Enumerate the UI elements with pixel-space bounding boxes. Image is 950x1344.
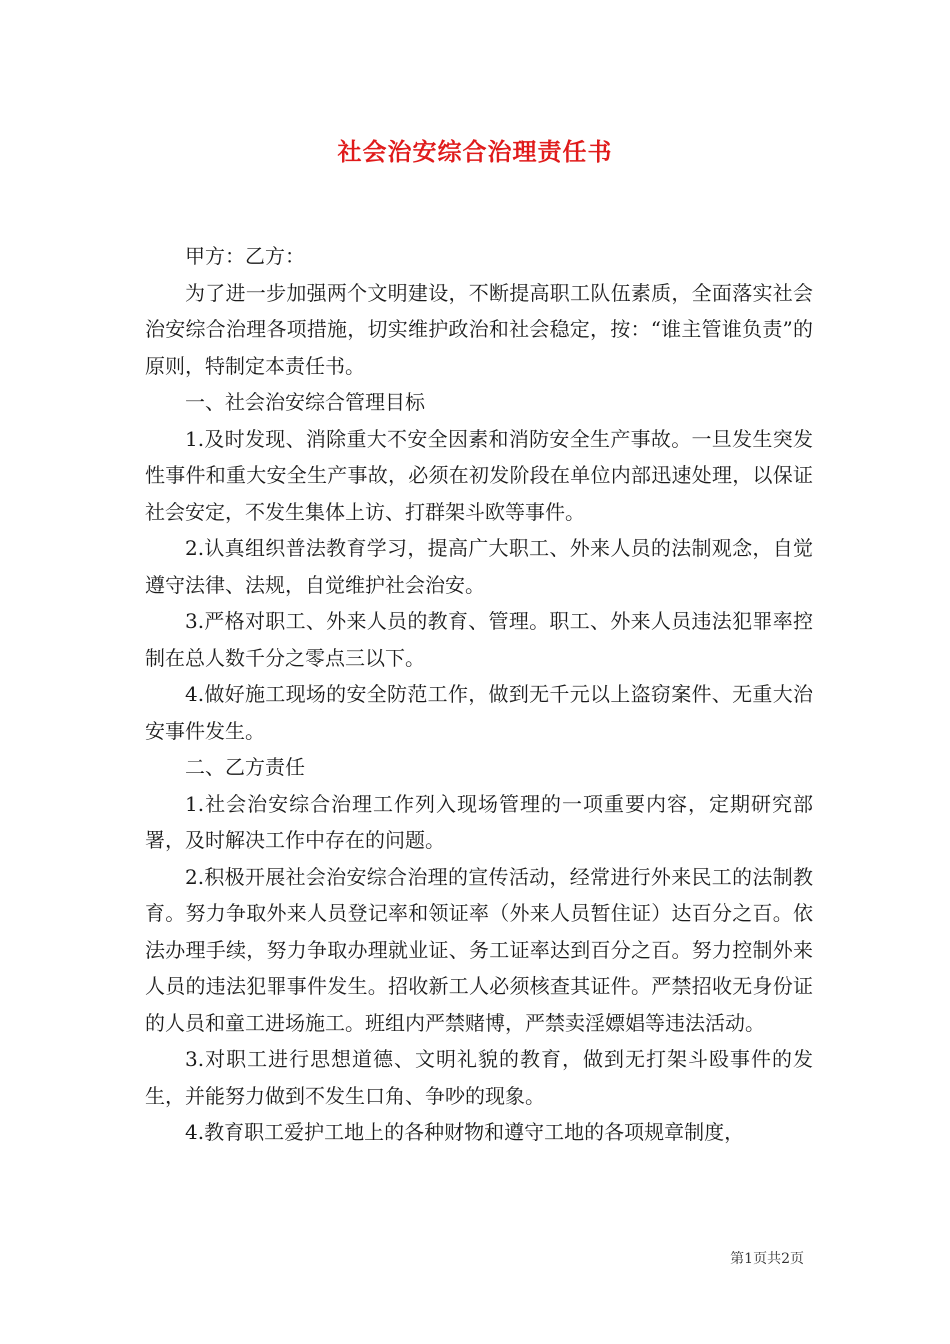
paragraph: 2.认真组织普法教育学习，提高广大职工、外来人员的法制观念，自觉遵守法律、法规，自觉维护社会治安。 [145,536,813,597]
paragraph: 为了进一步加强两个文明建设，不断提高职工队伍素质，全面落实社会治安综合治理各项措施，切实维护政治和社会稳定，按：“谁主管谁负责”的原则，特制定本责任书。 [145,280,813,378]
paragraph: 3.严格对职工、外来人员的教育、管理。职工、外来人员违法犯罪率控制在总人数千分之零点三以下。 [145,609,813,670]
paragraph: 2.积极开展社会治安综合治理的宣传活动，经常进行外来民工的法制教育。努力争取外来人员登记率和领证率（外来人员暂住证）达百分之百。依法办理手续，努力争取办理就业证、务工证率达到百分之百。努力控制外来人员的违法犯罪事件发生。招收新工人必须核查其证件。严禁招收无身份证的人员和童工进场施工。班组内严禁赌博，严禁卖淫嫖娼等违法活动。 [145,864,813,1035]
section-heading: 一、社会治安综合管理目标 [185,390,425,414]
document-body [145,238,813,1151]
page-number: 第1页共2页 [730,1251,804,1267]
section-heading: 二、乙方责任 [185,755,305,779]
paragraph: 3.对职工进行思想道德、文明礼貌的教育，做到无打架斗殴事件的发生，并能努力做到不发生口角、争吵的现象。 [145,1047,813,1108]
paragraph: 4.做好施工现场的安全防范工作，做到无千元以上盗窃案件、无重大治安事件发生。 [145,682,813,743]
paragraph: 4.教育职工爱护工地上的各种财物和遵守工地的各项规章制度， [185,1120,745,1144]
paragraph: 1.及时发现、消除重大不安全因素和消防安全生产事故。一旦发生突发性事件和重大安全生产事故，必须在初发阶段在单位内部迅速处理，以保证社会安定，不发生集体上访、打群架斗欧等事件。 [145,426,813,524]
party-line: 甲方：乙方： [185,244,305,268]
paragraph: 1.社会治安综合治理工作列入现场管理的一项重要内容，定期研究部署，及时解决工作中存在的问题。 [145,791,813,852]
document-title: 社会治安综合治理责任书 [337,137,613,166]
